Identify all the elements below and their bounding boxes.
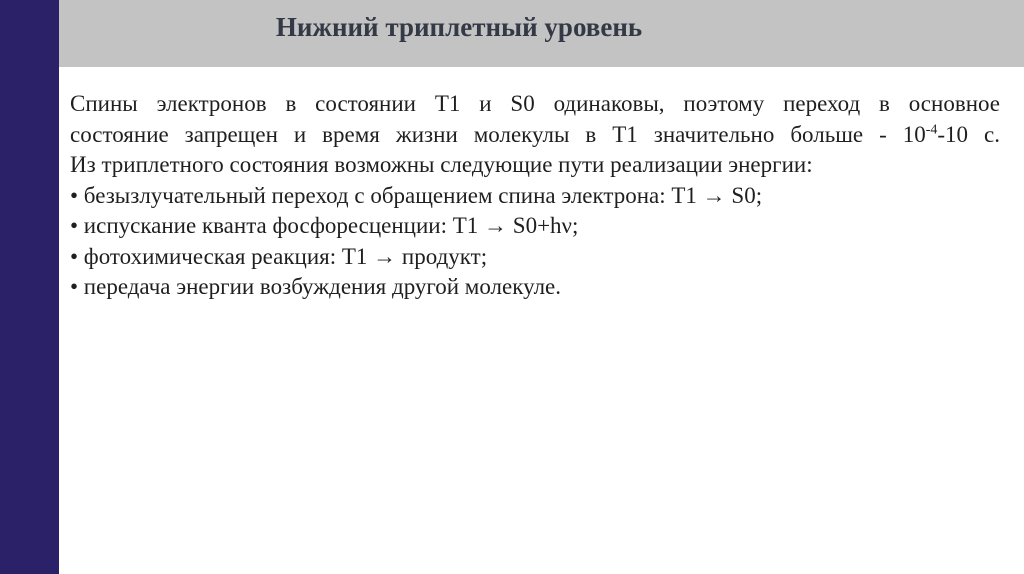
exponent: -4	[925, 121, 938, 137]
bullet-item: • испускание кванта фосфоресценции: T1 → S0+hν;	[70, 213, 579, 238]
bullet-item: • безызлучательный переход с обращением спина электрона: T1 → S0;	[70, 182, 763, 208]
paragraph-line-1: Спины электронов в состоянии T1 и S0 одинаковы, поэтому переход в основное	[70, 91, 1000, 116]
bullet-item: • фотохимическая реакция: T1 → продукт;	[70, 243, 488, 269]
bullet-item: • передача энергии возбуждения другой молекуле.	[70, 274, 562, 299]
paragraph-line-2	[70, 120, 1000, 151]
slide-title: Нижний триплетный уровень	[275, 12, 643, 42]
title-band	[59, 0, 1024, 67]
paragraph-line-2-text: состояние запрещен и время жизни молекулы в T1 значительно больше - 10	[70, 121, 926, 147]
slide-body	[70, 89, 1000, 303]
paragraph-line-2-end: -10 с.	[937, 121, 1000, 147]
paragraph-line-3: Из триплетного состояния возможны следующие пути реализации энергии:	[70, 152, 813, 177]
left-accent-bar	[0, 0, 59, 574]
